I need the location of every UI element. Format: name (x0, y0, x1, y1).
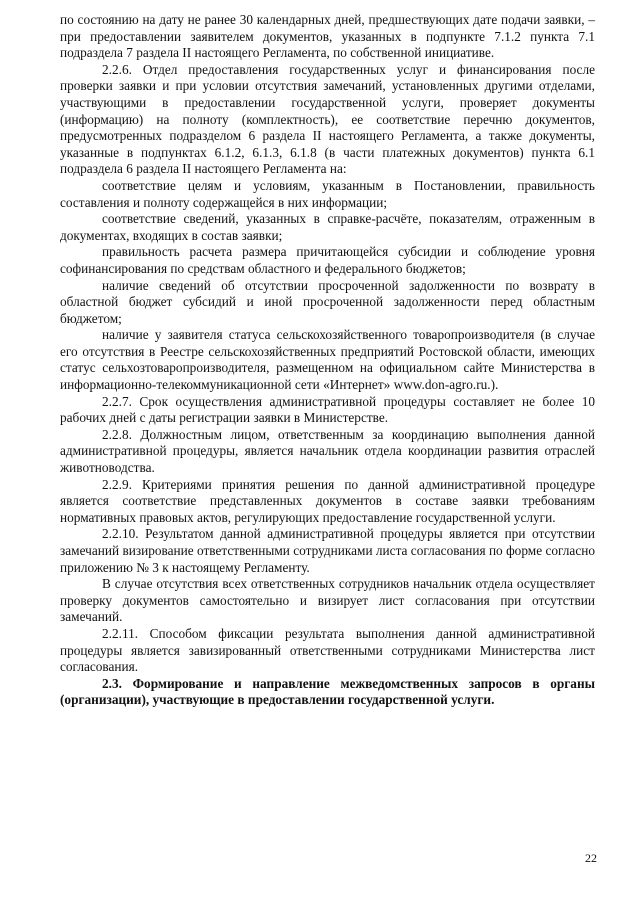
list-item-data-match: соответствие сведений, указанных в справке-расчёте, показателям, отраженным в документах, входящих в состав заявки; (60, 211, 595, 243)
paragraph-2-2-8: 2.2.8. Должностным лицом, ответственным за координацию выполнения данной административной процедуры, является начальник отдела координации развития отраслей животноводства. (60, 426, 595, 476)
list-item-debt: наличие сведений об отсутствии просроченной задолженности по возврату в областной бюджет субсидий и иной просроченной задолженности перед областным бюджетом; (60, 277, 595, 326)
document-body (60, 12, 595, 709)
list-item-calculation: правильность расчета размера причитающейся субсидии и соблюдение уровня софинансирования по средствам областного и федерального бюджетов; (60, 244, 595, 276)
paragraph-2-2-9: 2.2.9. Критериями принятия решения по данной административной процедуре является соответствие представленных документов в составе заявки требованиям нормативных правовых актов, регулирующих предоставление государственной услуги. (60, 476, 595, 525)
paragraph-2-2-6: 2.2.6. Отдел предоставления государственных услуг и финансирования после проверки заявки и при условии отсутствия замечаний, установленных другими отделами, участвующими в предоставлении государственной услуги, проверяет документы (информацию) на полноту (комплектность), ее соответствие перечню документов, предусмотренных подразделом 6 раздела II настоящего Регламента, а также документы, указанные в подпунктах 6.1.2, 6.1.3, 6.1.8 (в части платежных документов) пункта 6.1 подраздела 6 раздела II настоящего Регламента на: (60, 61, 595, 177)
paragraph-absence: В случае отсутствия всех ответственных сотрудников начальник отдела осуществляет проверку документов самостоятельно и визирует лист согласования при отсутствии замечаний. (60, 576, 595, 625)
section-heading-2-3: 2.3. Формирование и направление межведомственных запросов в органы (организации), участвующие в предоставлении государственной услуги. (60, 675, 595, 708)
page-number: 22 (585, 851, 597, 865)
paragraph-continuation: по состоянию на дату не ранее 30 календарных дней, предшествующих дате подачи заявки, – при предоставлении заявителем документов, указанных в подпункте 7.1.2 пункта 7.1 подраздела 7 раздела II настоящего Регламента, по собственной инициативе. (60, 12, 595, 61)
list-item-compliance: соответствие целям и условиям, указанным в Постановлении, правильность составления и полноту содержащейся в них информации; (60, 177, 595, 210)
paragraph-2-2-10: 2.2.10. Результатом данной административной процедуры является при отсутствии замечаний визирование ответственными сотрудниками листа согласования по форме согласно приложению № 3 к настоящему Регламенту. (60, 526, 595, 575)
list-item-status: наличие у заявителя статуса сельскохозяйственного товаропроизводителя (в случае его отсутствия в Реестре сельскохозяйственных предприятий Ростовской области, имеющих статус сельхозтоваропроизводителя, размещенном на официальном сайте Министерства в информационно-телекоммуникационной сети «Интернет» www.don-agro.ru.). (60, 327, 595, 393)
paragraph-2-2-11: 2.2.11. Способом фиксации результата выполнения данной административной процедуры является завизированный ответственными сотрудниками Министерства лист согласования. (60, 625, 595, 675)
paragraph-2-2-7: 2.2.7. Срок осуществления административной процедуры составляет не более 10 рабочих дней с даты регистрации заявки в Министерстве. (60, 393, 595, 426)
